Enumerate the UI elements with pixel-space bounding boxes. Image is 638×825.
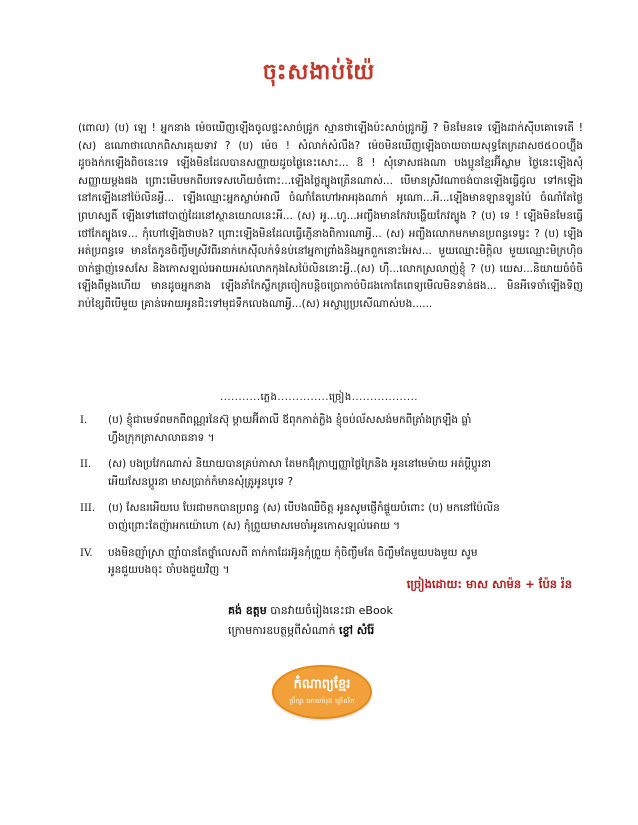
singer-names: មាស សាម៉ន + ប៉ែន រ៉ន [466, 577, 572, 591]
typist-credit [228, 604, 393, 620]
singer-label: ច្រៀងដោយ: [406, 577, 463, 591]
sponsor-name: ខ្ទៅ សំរ៉ែ [338, 624, 375, 637]
site-logo [272, 665, 372, 719]
logo-tagline: ប្រឹក្សា អោយចំរុង ក្រើនរីក [289, 697, 355, 705]
typist-note: បានវាយចំរៀងនេះជា eBook [270, 604, 393, 617]
verse-line: អើយសែនប្ដូរនា មាសប្រាក់កំមានសុំត្រូអូនបូទេ ? [108, 475, 294, 488]
verse-item [78, 500, 588, 535]
verse-line: (ប) ខ្ញុំជាមេទ័ពមកពីពណ្ណរនៃស៊ុ ម្ដាយអ៊ីតាលី ឪពុកកាត់ក្លិង ខ្ញុំចប់ល័សសង់មកពីត្រាំងក្រឡឹង ធ្លាំ [108, 414, 472, 426]
verse-number: III. [80, 503, 96, 515]
music-separator: ...........ភ្លេង..............ច្រៀង.................. [220, 392, 418, 403]
verse-number: II. [80, 459, 92, 471]
verse-line: (ស) បងប្រវែកណាស់ និយាយបានគ្រប់ភាសា តែមកធ៊ុំក្រាប្បញ្ញាថ្លៃក្រៃនិង អូននៅមេម៉ាយ អត់ប្តីប្តូរនា [108, 458, 492, 471]
verse-line: (ប) សែនរអើយបេ បែរជាមកបានប្រពន្ធ (ស) បើបងឈឺចិត្ត អូនសូមផ្ញើកំផ្ទួយបំពោះ (ប) មកនៅប៉ៃលិន [108, 502, 500, 515]
sponsor-label: ក្រោមការឧបត្ថម្ភពីសំណាក់ [228, 624, 336, 637]
verse-number: IV. [80, 547, 93, 559]
intro-paragraph: (ពោល) (ប) ឡេ ! អ្នកនាង ម៉េចឃើញឡើងចូលផ្ទះសាច់ជ្រូក ស្មានថាឡើងប៉ះសាច់ជ្រូកអ្វី ? មិនមែនទេ ឡើងដាក់ស៊ីបគោទេតើ ! (ស) ឧណោថាលោកពិសារគុយទាវ ? (ប) ម៉េច ! សំលាក់សំលឹង? ម៉េចមិនឃើញឡើងចាយចាយសុទ្ធតែក្រដាសថ៥០០ហ្ហ៊ីងដូចងក់កឡើងពិចនេះទេ ឡើងមិនដែលបានសញ្ញាយដូចផ្ងៃនេះសោះ... ឱ ! សុំទោសផងណា បងប្អូនខ្មែរអ៊ីស្លាម ថ្ងៃនេះឡើងសុំសញ្ញាយម្តងផង ព្រោះមើបមកពីបរទេសហើយចំពោះ...ឡើងថ្លៃត្បូងត្រើនណាស់... បើមានស្រីវណាចង់បានឡើងធ្វើជូល ទៅកឡើងនៅកឡើងនៅប៉ៃលិនអ្វី... ឡើងឈ្មោះអ្នកស្លាប់អាលី ចំណាំតែហៅអាអរុងណាក់ អូណោ...អី...ឡើងមានឡានឡូនប៉ៃ ចំណាំតែថ្ងៃព្រហស្បតិ៍ ឡើងទៅផៅបាញ់ដែរនៅស្ថានយោលនេះអី... (ស) អូ...ហូ...អញ្ចឹងមានកែវបង្ហើយកែវត្បូង ? (ប) ទេ ! ឡើងមិនមែនធ្វើថៅកែត្បូងទេ... កុំហៅឡើងថាបង? ព្រោះឡើងមិនដែលធ្វើភ្ញើនាងពិការណាអ្វី... (ស) អញ្ចឹងលោកមកមានប្រពន្ធទេរ្វេះ ? (ប) ឡើងអត់ប្រពន្ធទេ មានតែកូនចិញ្ចឹមស្រីវពីរនាក់កេស៊ីលក់ទំនប់នៅអ្នកាព្រាំងនិងអ្នកពួកនោះអែស... មួយឈ្មោះមិក្តិល មួយឈ្មោះមិក្រហ៊ិច ចាក់ផ្ទាញ់ទេសសែ និងកោសឡល់អោយអស់លោកកុងសៃប៉ៃលិននោះអ្វី..(ស) ហ៊ឺ...លោកស្រលាញ់ខ្ញុំ ? (ប) យេស...និយាយចំចំចិឡើងពីម្តងហើយ មានដូចអ្នកនាង ឡើងនាំកែស្លឹកត្រចៀកបន្តិចប្រោកាច់បិដងកោតែពេទ្យមើលមិនទាន់ផង... មិនអីទេចាំឡើងទិញរាប់ខ្សៃពីបើមួយ គ្រាន់អោយអូនជិះទៅមុជទឹកលេងណាអ្វី...(ស) អស្ចារ្យប្រសើណាស់បង...... [78, 122, 583, 310]
verse-line: ចាញ់ព្រោះតែញ៉ាអកយ៉ោហោ (ស) កុំព្រួយមាសមេចាំអូនកោសឡល់អោយ ។ [108, 519, 401, 532]
verse-item [78, 456, 588, 491]
singer-credit [407, 577, 572, 594]
song-title: ចុះសងាប់យ៉ៃ [262, 60, 376, 85]
verse-line: ហ្វឹងក្រុកត្រាសាលាធនាទ ។ [108, 431, 215, 444]
logo-title: កំណាព្យខ្មែរ [293, 677, 351, 692]
verse-line: អូនជួយបងចុះ ចាំបងជួយវិញ ។ [108, 564, 230, 577]
verse-line: បងមិនញ៉ាំស្រា ញ៉ាំបានតែថ្នាំលេសពី តាក់កាដែរអ៊ូនកុំព្រួយ កុំចិញ្ចឹមតែ ចិញ្ចឹមតែមួយបងមួយ សូម [108, 546, 478, 559]
verse-item [78, 412, 588, 447]
typist-name: គង់ ឧត្តម [228, 604, 267, 617]
verse-list [78, 412, 588, 589]
verse-number: I. [80, 415, 88, 426]
verse-item [78, 545, 588, 580]
sponsor-credit [228, 624, 374, 640]
